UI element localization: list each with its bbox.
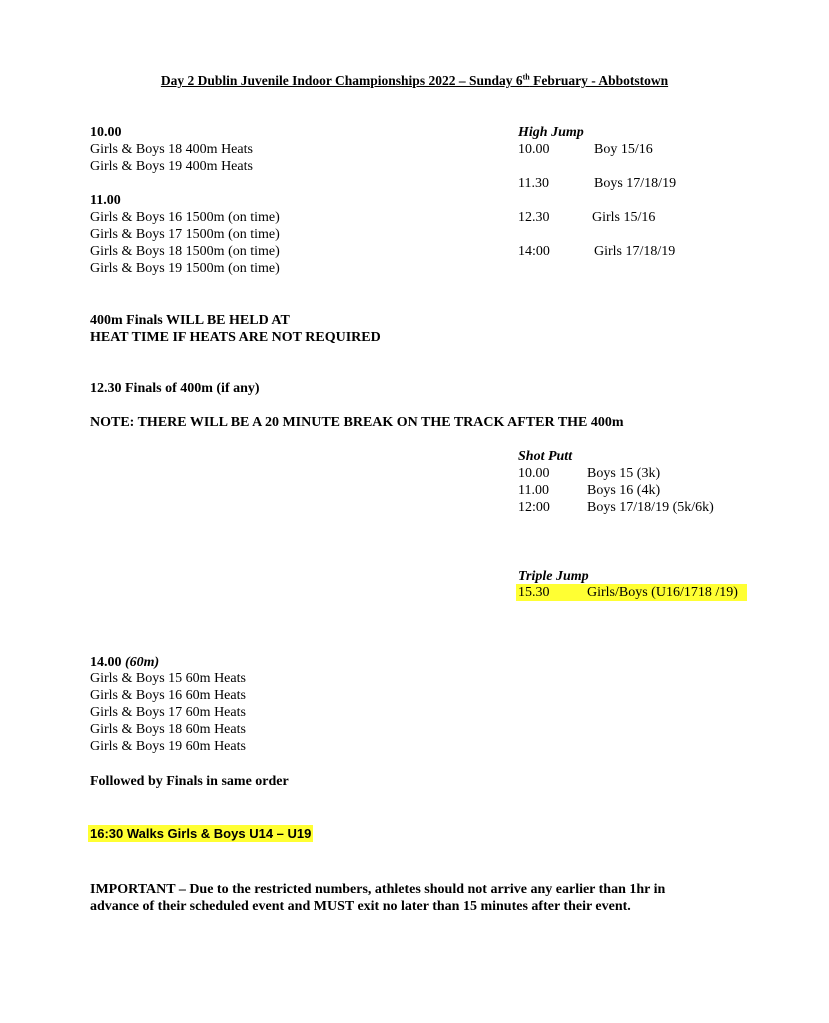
row-time: 10.00 bbox=[518, 466, 550, 481]
row-event: Girls 17/18/19 bbox=[594, 244, 676, 259]
high-jump-row bbox=[518, 175, 677, 192]
row-event: Boys 17/18/19 (5k/6k) bbox=[587, 500, 714, 515]
row-event: Boys 17/18/19 bbox=[594, 176, 677, 191]
row-event: Boy 15/16 bbox=[594, 142, 653, 157]
row-time: 15.30 bbox=[518, 585, 550, 600]
list-item: Girls & Boys 16 60m Heats bbox=[90, 688, 246, 703]
triple-jump-row bbox=[516, 584, 747, 601]
list-item: Girls & Boys 17 60m Heats bbox=[90, 705, 246, 720]
row-event: Girls 15/16 bbox=[592, 210, 656, 225]
high-jump-row bbox=[518, 243, 676, 260]
row-event: Boys 16 (4k) bbox=[587, 483, 661, 498]
important-line2: advance of their scheduled event and MUST exit no later than 15 minutes after their event. bbox=[90, 899, 631, 914]
list-item: Girls & Boys 19 60m Heats bbox=[90, 739, 246, 754]
important-line1: IMPORTANT – Due to the restricted numbers, athletes should not arrive any earlier than 1hr in bbox=[90, 882, 666, 897]
row-time: 10.00 bbox=[518, 142, 550, 157]
high-jump-row bbox=[518, 141, 653, 158]
list-item: Girls & Boys 16 1500m (on time) bbox=[90, 210, 280, 225]
shot-putt-row bbox=[518, 482, 661, 499]
triple-jump-heading: Triple Jump bbox=[518, 569, 589, 584]
list-item: Girls & Boys 17 1500m (on time) bbox=[90, 227, 280, 242]
shot-putt-row bbox=[518, 465, 661, 482]
list-item: Girls & Boys 18 1500m (on time) bbox=[90, 244, 280, 259]
row-event: Girls/Boys (U16/1718 /19) bbox=[587, 585, 738, 600]
row-time: 12.30 bbox=[518, 210, 550, 225]
row-time: 14:00 bbox=[518, 244, 550, 259]
list-item: Girls & Boys 18 60m Heats bbox=[90, 722, 246, 737]
high-jump-row bbox=[518, 209, 656, 226]
list-item: Girls & Boys 19 1500m (on time) bbox=[90, 261, 280, 276]
followed-note: Followed by Finals in same order bbox=[90, 774, 289, 789]
time-heading-11: 11.00 bbox=[90, 193, 121, 208]
list-item: Girls & Boys 15 60m Heats bbox=[90, 671, 246, 686]
walks-highlight: 16:30 Walks Girls & Boys U14 – U19 bbox=[90, 826, 312, 841]
break-note: NOTE: THERE WILL BE A 20 MINUTE BREAK ON THE TRACK AFTER THE 400m bbox=[90, 415, 624, 430]
finals-400m: 12.30 Finals of 400m (if any) bbox=[90, 381, 260, 396]
shot-putt-heading: Shot Putt bbox=[518, 449, 573, 464]
row-time: 11.00 bbox=[518, 483, 549, 498]
row-time: 11.30 bbox=[518, 176, 549, 191]
time-heading-14: 14.00 (60m) bbox=[90, 655, 160, 670]
row-event: Boys 15 (3k) bbox=[587, 466, 661, 481]
list-item: Girls & Boys 18 400m Heats bbox=[90, 142, 253, 157]
title-text: Day 2 Dublin Juvenile Indoor Championships 2022 – Sunday 6th February - Abbotstown bbox=[160, 72, 669, 88]
finals-note-line1: 400m Finals WILL BE HELD AT bbox=[90, 313, 290, 328]
row-time: 12:00 bbox=[518, 500, 550, 515]
shot-putt-row bbox=[518, 499, 714, 516]
high-jump-heading: High Jump bbox=[518, 125, 584, 140]
document-title bbox=[0, 72, 829, 89]
list-item: Girls & Boys 19 400m Heats bbox=[90, 159, 253, 174]
walks-line bbox=[88, 825, 313, 842]
triple-jump-highlight bbox=[516, 584, 747, 601]
time-heading-10: 10.00 bbox=[90, 125, 122, 140]
finals-note-line2: HEAT TIME IF HEATS ARE NOT REQUIRED bbox=[90, 330, 381, 345]
